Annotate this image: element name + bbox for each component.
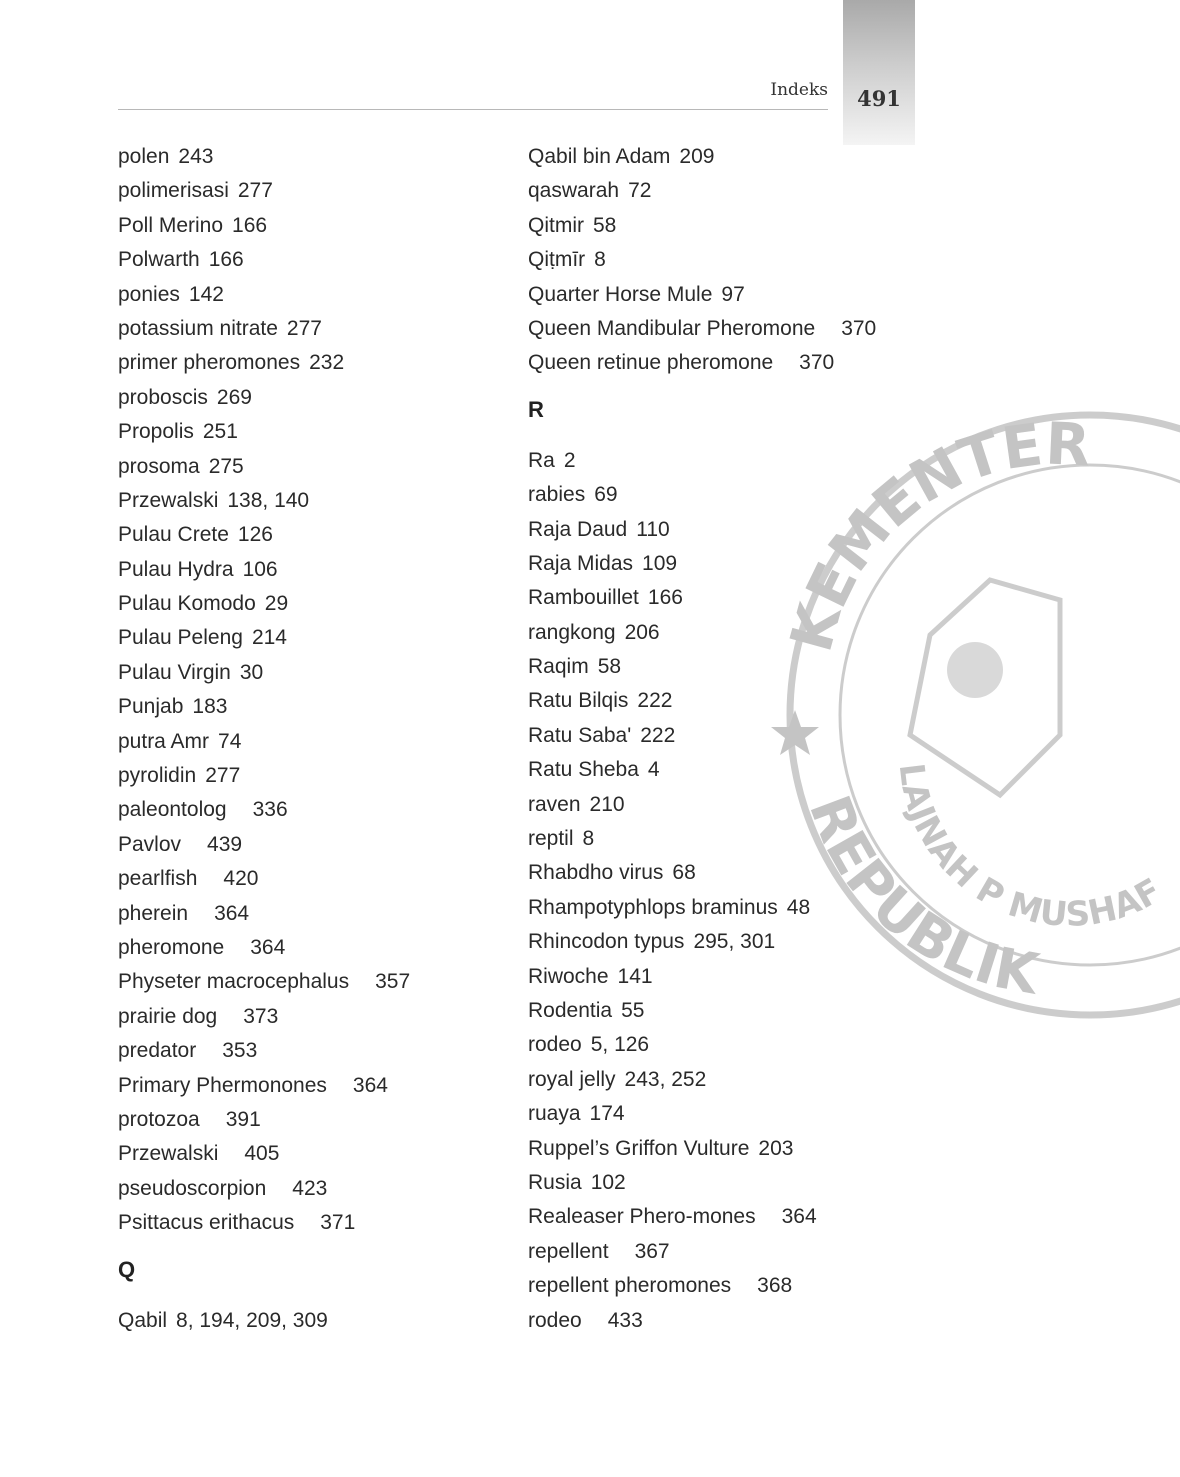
index-term: Pulau Hydra: [118, 557, 234, 581]
index-entry: [118, 518, 518, 552]
index-pages: 243: [178, 145, 214, 168]
index-pages: 106: [242, 557, 278, 581]
index-pages: 251: [202, 420, 238, 444]
index-pages: 210: [589, 792, 625, 816]
index-entry: [528, 822, 948, 856]
index-pages: 8: [582, 827, 595, 851]
entries-q-continued: [528, 140, 948, 381]
index-term: Queen retinue pheromone: [528, 351, 774, 375]
index-pages: 102: [590, 1170, 626, 1194]
index-entry: [528, 650, 948, 684]
index-pages: 368: [757, 1274, 793, 1298]
stamp-text-top: KEMENTER: [776, 409, 1092, 659]
index-pages: 364: [781, 1205, 817, 1229]
entries-q: [118, 1304, 518, 1338]
index-entry: [528, 209, 948, 243]
entries-r: [528, 444, 948, 1338]
index-entry: [118, 484, 518, 518]
index-term: predator: [118, 1039, 197, 1063]
index-entry: [528, 278, 948, 312]
index-entry: [528, 1132, 948, 1166]
index-column-right: [528, 140, 948, 1338]
index-pages: 367: [634, 1239, 670, 1263]
index-pages: 373: [243, 1004, 279, 1028]
index-pages: 74: [218, 729, 242, 753]
index-entry: [528, 891, 948, 925]
index-entry: [528, 1269, 948, 1303]
index-pages: 371: [320, 1211, 356, 1235]
index-pages: 126: [237, 523, 273, 547]
index-pages: 68: [672, 861, 696, 885]
index-entry: [528, 174, 948, 208]
index-entry: [528, 856, 948, 890]
page-number: 491: [857, 86, 901, 111]
index-pages: 183: [192, 695, 228, 719]
index-entry: [118, 725, 518, 759]
index-pages: 222: [637, 689, 673, 713]
index-term: pyrolidin: [118, 764, 197, 788]
index-entry: [528, 1097, 948, 1131]
index-entry: [118, 965, 518, 999]
index-entry: [118, 1137, 518, 1171]
index-term: Psittacus erithacus: [118, 1211, 295, 1235]
index-term: Poll Merino: [118, 213, 224, 237]
index-term: ponies: [118, 282, 180, 306]
index-pages: 69: [594, 483, 618, 507]
index-entry: [118, 415, 518, 449]
page-tab: [843, 0, 915, 145]
index-term: reptil: [528, 827, 574, 851]
index-entry: [528, 788, 948, 822]
index-term: Qiṭmīr: [528, 248, 586, 272]
index-term: Physeter macrocephalus: [118, 970, 350, 994]
index-pages: 364: [214, 901, 250, 925]
index-entry: [528, 547, 948, 581]
index-term: Rodentia: [528, 998, 613, 1022]
index-entry: [118, 1304, 518, 1338]
index-entry: [118, 346, 518, 380]
index-pages: 269: [216, 385, 252, 409]
index-entry: [528, 478, 948, 512]
index-pages: 277: [286, 316, 322, 340]
index-pages: 4: [647, 758, 660, 782]
index-term: repellent pheromones: [528, 1274, 732, 1298]
index-term: raven: [528, 792, 581, 816]
index-entry: [528, 513, 948, 547]
index-term: pearlfish: [118, 867, 198, 891]
index-pages: 423: [292, 1176, 328, 1200]
index-term: rangkong: [528, 620, 616, 644]
index-pages: 222: [640, 723, 676, 747]
index-term: Ratu Bilqis: [528, 689, 629, 713]
index-term: Primary Phermonones: [118, 1073, 327, 1097]
index-pages: 8, 194, 209, 309: [176, 1308, 328, 1332]
index-pages: 29: [264, 592, 289, 616]
index-entry: [118, 1206, 518, 1240]
index-entry: [118, 793, 518, 827]
index-entry: [118, 1172, 518, 1206]
index-pages: 405: [244, 1142, 280, 1166]
index-pages: 439: [207, 832, 243, 856]
index-pages: 275: [208, 454, 244, 478]
index-entry: [528, 1235, 948, 1269]
index-entry: [528, 684, 948, 718]
entries-p: [118, 140, 518, 1241]
index-pages: 8: [594, 248, 606, 272]
index-pages: 203: [758, 1136, 794, 1160]
index-term: Ratu Sheba: [528, 758, 639, 782]
index-pages: 391: [225, 1107, 261, 1131]
index-entry: [118, 312, 518, 346]
index-pages: 370: [841, 316, 877, 340]
index-entry: [528, 581, 948, 615]
stamp-text-middle: LAJNAH P MUSHAF: [890, 761, 1169, 936]
index-entry: [118, 278, 518, 312]
index-entry: [118, 450, 518, 484]
index-term: Propolis: [118, 420, 194, 444]
index-pages: 142: [188, 282, 224, 306]
index-term: Pulau Komodo: [118, 592, 256, 616]
index-entry: [528, 925, 948, 959]
index-entry: [528, 140, 948, 174]
index-term: pheromone: [118, 935, 225, 959]
index-entry: [528, 346, 948, 380]
stamp-text-bottom: REPUBLIK: [796, 787, 1044, 1008]
index-term: Rhabdho virus: [528, 861, 664, 885]
index-pages: 109: [642, 551, 678, 575]
index-entry: [118, 690, 518, 724]
index-entry: [528, 960, 948, 994]
index-pages: 110: [636, 517, 670, 541]
index-entry: [118, 897, 518, 931]
index-term: pherein: [118, 901, 189, 925]
index-pages: 370: [799, 351, 835, 375]
index-term: Rhampotyphlops braminus: [528, 895, 778, 919]
index-pages: 420: [223, 867, 259, 891]
index-term: Ruppel’s Griffon Vulture: [528, 1136, 750, 1160]
index-term: rodeo: [528, 1308, 582, 1332]
index-term: rabies: [528, 483, 586, 507]
index-pages: 206: [624, 620, 660, 644]
index-term: Qabil: [118, 1308, 168, 1332]
index-pages: 48: [786, 895, 811, 919]
index-term: Quarter Horse Mule: [528, 282, 713, 306]
index-entry: [528, 1200, 948, 1234]
index-pages: 55: [621, 998, 645, 1022]
index-term: Raja Midas: [528, 551, 634, 575]
index-pages: 295, 301: [693, 930, 776, 954]
index-entry: [118, 243, 518, 277]
index-pages: 141: [617, 964, 653, 988]
index-term: prairie dog: [118, 1004, 218, 1028]
index-term: Riwoche: [528, 964, 609, 988]
index-entry: [118, 174, 518, 208]
index-entry: [118, 862, 518, 896]
index-term: prosoma: [118, 454, 200, 478]
index-entry: [528, 1063, 948, 1097]
index-pages: 364: [352, 1073, 388, 1097]
index-term: Przewalski: [118, 488, 219, 512]
index-pages: 166: [647, 586, 683, 610]
index-term: Qabil bin Adam: [528, 145, 671, 168]
index-pages: 30: [239, 660, 264, 684]
index-term: polen: [118, 145, 170, 168]
index-term: Pulau Peleng: [118, 626, 243, 650]
index-pages: 209: [679, 145, 715, 168]
index-entry: [118, 656, 518, 690]
index-column-left: [118, 140, 518, 1338]
index-entry: [118, 1000, 518, 1034]
index-term: Rhincodon typus: [528, 930, 685, 954]
index-term: primer pheromones: [118, 351, 301, 375]
index-entry: [528, 753, 948, 787]
index-entry: [118, 1069, 518, 1103]
index-term: Polwarth: [118, 248, 200, 272]
index-entry: [118, 140, 518, 174]
index-term: Qitmir: [528, 213, 584, 237]
index-term: proboscis: [118, 385, 208, 409]
index-entry: [528, 994, 948, 1028]
index-pages: 433: [607, 1308, 643, 1332]
index-term: royal jelly: [528, 1067, 616, 1091]
index-term: Ra: [528, 448, 555, 472]
index-entry: [118, 828, 518, 862]
index-pages: 214: [251, 626, 287, 650]
index-term: Przewalski: [118, 1142, 219, 1166]
index-pages: 5, 126: [590, 1033, 650, 1057]
index-pages: 58: [597, 655, 622, 679]
running-title: Indeks: [770, 80, 828, 100]
section-letter-q: Q: [118, 1256, 136, 1282]
index-entry: [528, 1304, 948, 1338]
section-letter-r: R: [528, 396, 544, 422]
index-entry: [118, 209, 518, 243]
index-pages: 232: [309, 351, 345, 375]
index-pages: 357: [375, 970, 411, 994]
index-entry: [528, 616, 948, 650]
index-pages: 174: [589, 1102, 625, 1126]
index-pages: 2: [563, 448, 576, 472]
index-term: polimerisasi: [118, 179, 229, 203]
index-term: Rambouillet: [528, 586, 639, 610]
index-term: Realeaser Phero-mones: [528, 1205, 756, 1229]
index-entry: [528, 243, 948, 277]
index-entry: [528, 312, 948, 346]
header-rule: [118, 109, 828, 110]
index-pages: 72: [628, 179, 652, 203]
index-term: repellent: [528, 1239, 609, 1263]
index-term: protozoa: [118, 1107, 200, 1131]
index-pages: 166: [208, 248, 244, 272]
index-entry: [118, 381, 518, 415]
index-pages: 243, 252: [624, 1067, 707, 1091]
index-pages: 364: [250, 935, 286, 959]
index-term: Punjab: [118, 695, 184, 719]
index-term: Rusia: [528, 1170, 582, 1194]
index-pages: 336: [252, 798, 288, 822]
index-entry: [528, 1028, 948, 1062]
index-entry: [528, 1166, 948, 1200]
index-term: putra Amr: [118, 729, 210, 753]
index-term: Pulau Crete: [118, 523, 229, 547]
index-term: Pavlov: [118, 832, 182, 856]
index-term: paleontolog: [118, 798, 227, 822]
index-pages: 277: [205, 764, 241, 788]
index-pages: 166: [232, 213, 268, 237]
index-entry: [118, 931, 518, 965]
index-entry: [118, 587, 518, 621]
index-pages: 58: [593, 213, 617, 237]
index-term: potassium nitrate: [118, 316, 278, 340]
index-term: Pulau Virgin: [118, 660, 231, 684]
index-term: qaswarah: [528, 179, 620, 203]
index-term: Raja Daud: [528, 517, 628, 541]
index-pages: 277: [237, 179, 273, 203]
index-pages: 97: [721, 282, 745, 306]
index-term: Raqim: [528, 655, 589, 679]
index-term: ruaya: [528, 1102, 581, 1126]
index-entry: [118, 621, 518, 655]
index-entry: [118, 759, 518, 793]
index-entry: [118, 1103, 518, 1137]
index-entry: [528, 444, 948, 478]
index-pages: 138, 140: [227, 488, 310, 512]
index-entry: [528, 719, 948, 753]
index-term: pseudoscorpion: [118, 1176, 267, 1200]
index-entry: [118, 553, 518, 587]
index-term: Queen Mandibular Pheromone: [528, 316, 816, 340]
index-entry: [118, 1034, 518, 1068]
index-pages: 353: [222, 1039, 258, 1063]
index-term: rodeo: [528, 1033, 582, 1057]
index-term: Ratu Saba': [528, 723, 632, 747]
